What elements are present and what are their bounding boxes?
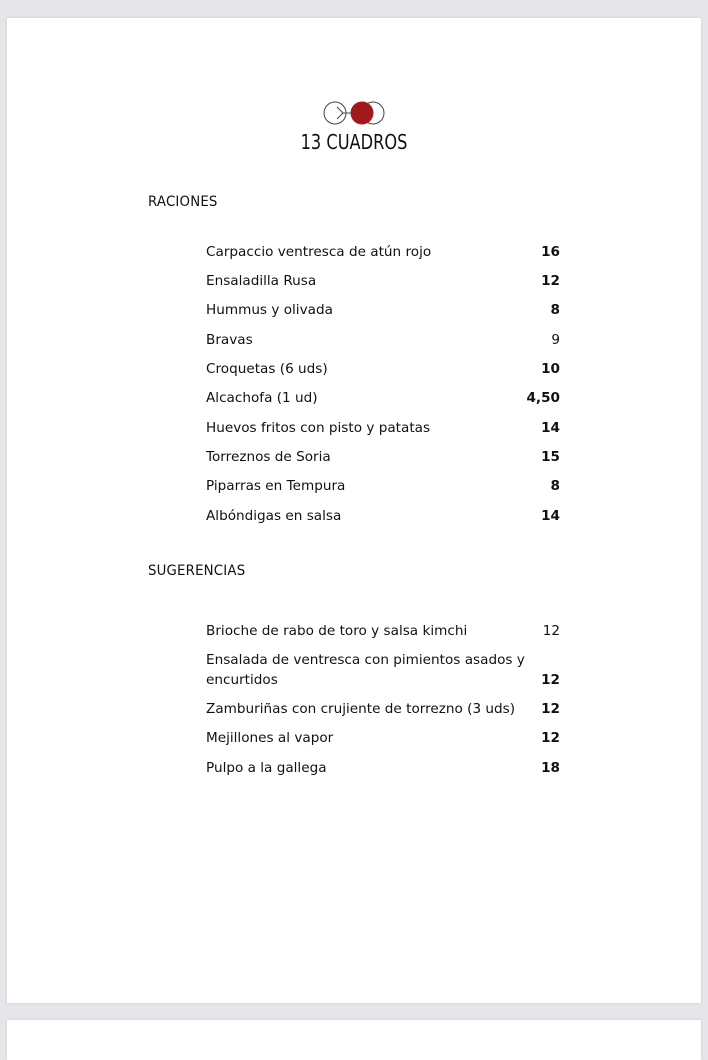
menu-item [206, 621, 560, 641]
menu-item-name: Mejillones al vapor [206, 730, 334, 746]
menu-item-name: Albóndigas en salsa [206, 508, 342, 524]
menu-item-name: Zamburiñas con crujiente de torrezno (3 uds) [206, 701, 516, 717]
menu-item-price: 10 [541, 361, 560, 377]
section-title: SUGERENCIAS [148, 563, 246, 579]
menu-item-name: Bravas [206, 332, 253, 348]
menu-item-name: Torreznos de Soria [206, 449, 331, 465]
menu-item [206, 300, 560, 320]
menu-item-price: 12 [541, 273, 560, 289]
menu-item-price: 4,50 [526, 390, 560, 406]
menu-item-price: 12 [541, 730, 560, 746]
menu-item [206, 330, 560, 350]
menu-item [206, 447, 560, 467]
next-page [7, 1020, 701, 1060]
menu-item-name: Pulpo a la gallega [206, 760, 327, 776]
menu-item [206, 242, 560, 262]
menu-item [206, 388, 560, 408]
menu-item-name: Ensalada de ventresca con pimientos asados y encurtidos [206, 652, 525, 688]
menu-item-name: Hummus y olivada [206, 302, 333, 318]
menu-item-name: Huevos fritos con pisto y patatas [206, 420, 431, 436]
menu-item-price: 14 [541, 420, 560, 436]
menu-item-price: 12 [541, 672, 560, 688]
menu-item-name: Croquetas (6 uds) [206, 361, 328, 377]
menu-item-price: 18 [541, 760, 560, 776]
menu-item-price: 16 [541, 244, 560, 260]
menu-item-name: Brioche de rabo de toro y salsa kimchi [206, 623, 468, 639]
menu-page [7, 18, 701, 1003]
menu-item [206, 758, 560, 778]
menu-item-price: 12 [542, 623, 560, 639]
menu-item-price: 12 [541, 701, 560, 717]
brand-name: 13 CUADROS [300, 130, 408, 154]
section-title: RACIONES [148, 194, 218, 210]
menu-item-name: Piparras en Tempura [206, 478, 346, 494]
menu-item-price: 9 [551, 332, 560, 348]
menu-item [206, 359, 560, 379]
menu-item-price: 8 [550, 302, 560, 318]
menu-item-price: 14 [541, 508, 560, 524]
menu-item [206, 418, 560, 438]
menu-item-name: Alcachofa (1 ud) [206, 390, 318, 406]
menu-item [206, 699, 560, 719]
menu-item [206, 506, 560, 526]
menu-item-name: Ensaladilla Rusa [206, 273, 317, 289]
menu-item [206, 650, 560, 690]
menu-item [206, 728, 560, 748]
logo-circles-icon [321, 100, 387, 126]
menu-item-price: 15 [541, 449, 560, 465]
menu-item [206, 271, 560, 291]
menu-item-name: Carpaccio ventresca de atún rojo [206, 244, 432, 260]
logo [7, 100, 701, 154]
menu-item [206, 476, 560, 496]
menu-item-price: 8 [550, 478, 560, 494]
